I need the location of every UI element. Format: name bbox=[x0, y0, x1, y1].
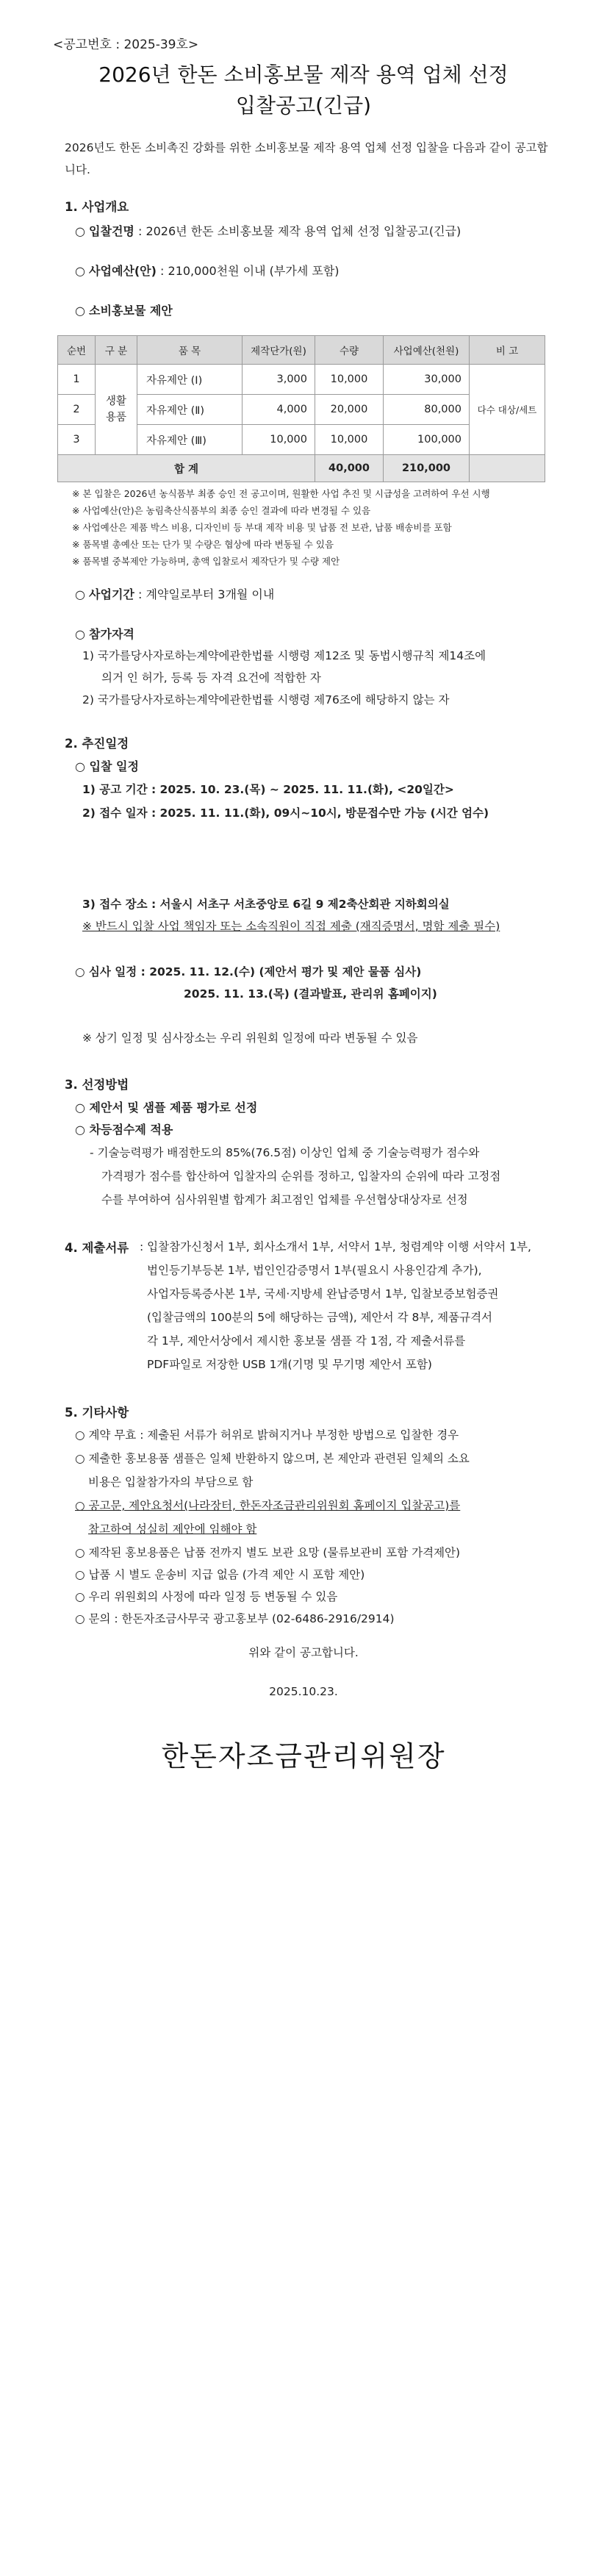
period-value: : 계약일로부터 3개월 이내 bbox=[134, 587, 275, 601]
documents-line-5: 각 1부, 제안서상에서 제시한 홍보물 샘플 각 1점, 각 제출서류를 bbox=[147, 1334, 466, 1348]
section3-heading: 3. 선정방법 bbox=[65, 1078, 129, 1092]
documents-line-1: : 입찰참가신청서 1부, 회사소개서 1부, 서약서 1부, 청렴계약 이행 서약서 1부, bbox=[140, 1240, 531, 1253]
row-no: 3 bbox=[58, 425, 96, 455]
misc-item-7: ○ 문의 : 한돈자조금사무국 광고홍보부 (02-6486-2916/2914) bbox=[75, 1612, 395, 1625]
selection-c2: 가격평가 점수를 합산하여 입찰자의 순위를 정하고, 입찰자의 순위에 따라 고정점 bbox=[101, 1170, 501, 1183]
period-label: 사업기간 bbox=[89, 587, 134, 601]
documents-line-3: 사업자등록증사본 1부, 국세·지방세 완납증명서 1부, 입찰보증보험증권 bbox=[147, 1287, 499, 1300]
col-no: 순번 bbox=[58, 336, 96, 365]
table-total-row bbox=[58, 455, 545, 482]
signature: 한돈자조금관리위원장 bbox=[161, 1740, 446, 1772]
row-qty: 20,000 bbox=[315, 395, 384, 425]
review-schedule-2: 2025. 11. 13.(목) (결과발표, 관리위 홈페이지) bbox=[184, 987, 437, 1001]
row-no: 2 bbox=[58, 395, 96, 425]
col-quantity: 수량 bbox=[315, 336, 384, 365]
row-budget: 80,000 bbox=[384, 395, 470, 425]
misc-item-5: ○ 납품 시 별도 운송비 지급 없음 (가격 제안 시 포함 제안) bbox=[75, 1568, 365, 1581]
table-row bbox=[58, 365, 545, 395]
qualification-1b: 의거 인 허가, 등록 등 자격 요건에 적합한 자 bbox=[101, 671, 321, 684]
budget-notes bbox=[72, 485, 490, 570]
row-remark: 다수 대상/세트 bbox=[470, 365, 545, 455]
schedule-label: ○ 입찰 일정 bbox=[75, 759, 139, 773]
row-item: 자유제안 (Ⅰ) bbox=[137, 365, 243, 395]
qualification-label: 참가자격 bbox=[89, 627, 134, 641]
notice-date: 2025.10.23. bbox=[269, 1685, 338, 1698]
bid-name-value: : 2026년 한돈 소비홍보물 제작 용역 업체 선정 입찰공고(긴급) bbox=[134, 224, 461, 238]
row-qty: 10,000 bbox=[315, 365, 384, 395]
title-line-2: 입찰공고(긴급) bbox=[235, 93, 372, 118]
misc-item-4: ○ 제작된 홍보용품은 납품 전까지 별도 보관 요망 (물류보관비 포함 가격제안) bbox=[75, 1546, 461, 1559]
section5-heading: 5. 기타사항 bbox=[65, 1406, 129, 1420]
note-item: ※ 품목별 중복제안 가능하며, 총액 입찰로서 제작단가 및 수량 제안 bbox=[72, 556, 340, 567]
closing-text: 위와 같이 공고합니다. bbox=[248, 1646, 359, 1659]
row-budget: 100,000 bbox=[384, 425, 470, 455]
col-remark: 비 고 bbox=[470, 336, 545, 365]
documents-line-6: PDF파일로 저장한 USB 1개(기명 및 무기명 제안서 포함) bbox=[147, 1358, 432, 1371]
table-header-row bbox=[58, 336, 545, 365]
budget-value: : 210,000천원 이내 (부가세 포함) bbox=[156, 264, 340, 278]
total-label: 합 계 bbox=[58, 455, 315, 482]
row-qty: 10,000 bbox=[315, 425, 384, 455]
col-category: 구 분 bbox=[96, 336, 137, 365]
budget-label: 사업예산(안) bbox=[89, 264, 157, 278]
col-budget: 사업예산(천원) bbox=[384, 336, 470, 365]
section1-heading: 1. 사업개요 bbox=[65, 200, 129, 214]
total-budget: 210,000 bbox=[384, 455, 470, 482]
note-item: ※ 사업예산은 제품 박스 비용, 디자인비 등 부대 제작 비용 및 납품 전 보관, 납품 배송비를 포함 bbox=[72, 522, 452, 533]
schedule-change-note: ※ 상기 일정 및 심사장소는 우리 위원회 일정에 따라 변동될 수 있음 bbox=[82, 1031, 418, 1045]
budget-table bbox=[57, 335, 545, 482]
documents-line-2: 법인등기부등본 1부, 법인인감증명서 1부(필요시 사용인감계 추가), bbox=[147, 1264, 482, 1277]
bid-name-line: ○ 입찰건명 : 2026년 한돈 소비홍보물 제작 용역 업체 선정 입찰공고(긴급) bbox=[75, 224, 461, 238]
bid-name-label: 입찰건명 bbox=[89, 224, 134, 238]
misc-item-1: ○ 계약 무효 : 제출된 서류가 허위로 밝혀지거나 부정한 방법으로 입찰한 경우 bbox=[75, 1428, 459, 1442]
budget-line: ○ 사업예산(안) : 210,000천원 이내 (부가세 포함) bbox=[75, 264, 340, 278]
row-price: 3,000 bbox=[243, 365, 315, 395]
schedule-notice-period: 1) 공고 기간 : 2025. 10. 23.(목) ~ 2025. 11. 11.(화), <20일간> bbox=[82, 783, 454, 796]
submission-note: ※ 반드시 입찰 사업 책임자 또는 소속직원이 직접 제출 (재직증명서, 명함 제출 필수) bbox=[82, 920, 500, 933]
section2-heading: 2. 추진일정 bbox=[65, 737, 129, 751]
col-item: 품 목 bbox=[137, 336, 243, 365]
selection-a: ○ 제안서 및 샘플 제품 평가로 선정 bbox=[75, 1101, 258, 1115]
col-unit-price: 제작단가(원) bbox=[243, 336, 315, 365]
title-line-1: 2026년 한돈 소비홍보물 제작 용역 업체 선정 bbox=[98, 62, 509, 87]
row-budget: 30,000 bbox=[384, 365, 470, 395]
notice-number: <공고번호 : 2025-39호> bbox=[53, 37, 199, 52]
selection-c1: - 기술능력평가 배점한도의 85%(76.5점) 이상인 업체 중 기술능력평가 점수와 bbox=[90, 1146, 480, 1159]
row-item: 자유제안 (Ⅲ) bbox=[137, 425, 243, 455]
review-schedule: ○ 심사 일정 : 2025. 11. 12.(수) (제안서 평가 및 제안 물품 심사) bbox=[75, 965, 422, 978]
proposal-label: 소비홍보물 제안 bbox=[89, 304, 173, 318]
qualification-1a: 1) 국가를당사자로하는계약에관한법률 시행령 제12조 및 동법시행규칙 제14조에 bbox=[82, 649, 486, 662]
note-item: ※ 사업예산(안)은 농림축산식품부의 최종 승인 결과에 따라 변경될 수 있음 bbox=[72, 505, 371, 516]
total-qty: 40,000 bbox=[315, 455, 384, 482]
documents-line-4: (입찰금액의 100분의 5에 해당하는 금액), 제안서 각 8부, 제품규격서 bbox=[147, 1311, 493, 1324]
period-line: ○ 사업기간 : 계약일로부터 3개월 이내 bbox=[75, 587, 275, 601]
qualification-line: ○ 참가자격 bbox=[75, 627, 134, 641]
row-item: 자유제안 (Ⅱ) bbox=[137, 395, 243, 425]
misc-item-2b: 비용은 입찰참가자의 부담으로 함 bbox=[88, 1475, 254, 1489]
row-group: 생활 용품 bbox=[96, 365, 137, 455]
proposal-line: ○ 소비홍보물 제안 bbox=[75, 304, 173, 318]
schedule-submission-place: 3) 접수 장소 : 서울시 서초구 서초중앙로 6길 9 제2축산회관 지하회의실 bbox=[82, 898, 450, 911]
misc-item-6: ○ 우리 위원회의 사정에 따라 일정 등 변동될 수 있음 bbox=[75, 1590, 338, 1603]
row-price: 4,000 bbox=[243, 395, 315, 425]
note-item: ※ 품목별 총예산 또는 단가 및 수량은 협상에 따라 변동될 수 있음 bbox=[72, 539, 334, 550]
misc-item-3a: ○ 공고문, 제안요청서(나라장터, 한돈자조금관리위원회 홈페이지 입찰공고)를 bbox=[75, 1499, 461, 1512]
schedule-submission-date: 2) 접수 일자 : 2025. 11. 11.(화), 09시~10시, 방문접수만 가능 (시간 엄수) bbox=[82, 806, 489, 820]
selection-b: ○ 차등점수제 적용 bbox=[75, 1123, 173, 1137]
intro-paragraph: 2026년도 한돈 소비촉진 강화를 위한 소비홍보물 제작 용역 업체 선정 입찰을 다음과 같이 공고합니다. bbox=[65, 141, 548, 176]
row-price: 10,000 bbox=[243, 425, 315, 455]
note-item: ※ 본 입찰은 2026년 농식품부 최종 승인 전 공고이며, 원활한 사업 추진 및 시급성을 고려하여 우선 시행 bbox=[72, 488, 490, 499]
misc-item-2a: ○ 제출한 홍보용품 샘플은 일체 반환하지 않으며, 본 제안과 관련된 일체의 소요 bbox=[75, 1452, 470, 1465]
misc-item-3b: 참고하여 성실히 제안에 임해야 함 bbox=[88, 1523, 257, 1536]
qualification-2: 2) 국가를당사자로하는계약에관한법률 시행령 제76조에 해당하지 않는 자 bbox=[82, 693, 450, 706]
section4-label: 4. 제출서류 bbox=[65, 1241, 129, 1255]
row-no: 1 bbox=[58, 365, 96, 395]
selection-c3: 수를 부여하여 심사위원별 합계가 최고점인 업체를 우선협상대상자로 선정 bbox=[101, 1193, 468, 1206]
total-remark bbox=[470, 455, 545, 482]
